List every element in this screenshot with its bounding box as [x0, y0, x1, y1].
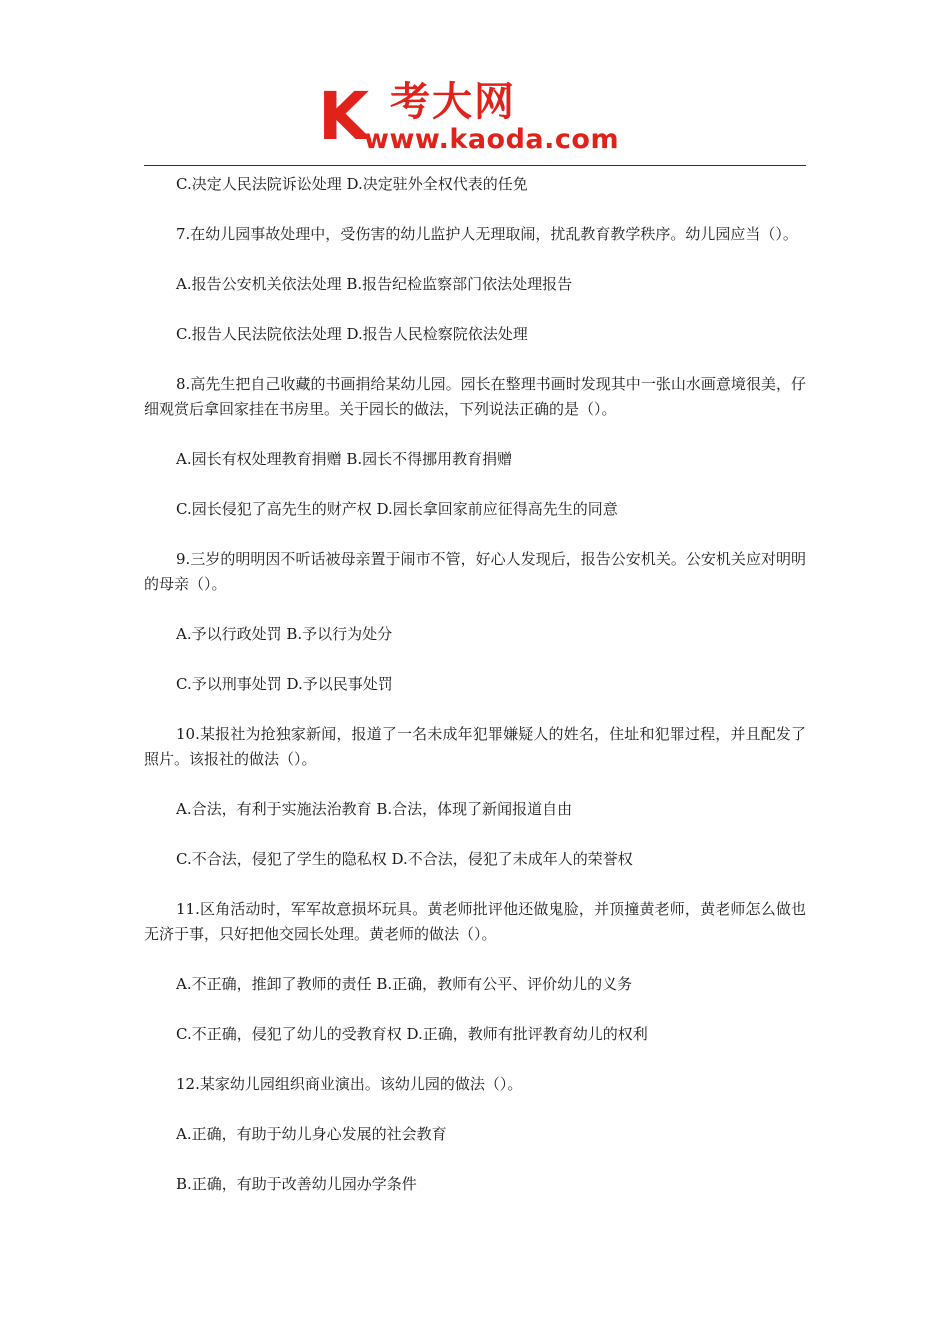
option-line: A.园长有权处理教育捐赠 B.园长不得挪用教育捐赠 [176, 450, 513, 468]
option-line: B.正确，有助于改善幼儿园办学条件 [176, 1175, 417, 1193]
option-line: C.园长侵犯了高先生的财产权 D.园长拿回家前应征得高先生的同意 [176, 500, 618, 518]
option-line: C.不合法，侵犯了学生的隐私权 D.不合法，侵犯了未成年人的荣誉权 [176, 850, 633, 868]
option-line: A.合法，有利于实施法治教育 B.合法，体现了新闻报道自由 [176, 800, 573, 818]
logo-chinese-name: 考大网 [390, 79, 516, 125]
kaoda-logo[interactable] [318, 78, 648, 160]
question-12: 12.某家幼儿园组织商业演出。该幼儿园的做法（）。 [176, 1075, 523, 1093]
option-line: C.报告人民法院依法处理 D.报告人民检察院依法处理 [176, 325, 528, 343]
logo-url: www.kaoda.com [364, 124, 620, 155]
logo-letter: K [318, 78, 370, 155]
page-header [0, 0, 950, 168]
option-line: A.予以行政处罚 B.予以行为处分 [176, 625, 393, 643]
document-body [144, 172, 806, 1197]
question-9: 9.三岁的明明因不听话被母亲置于闹市不管，好心人发现后，报告公安机关。公安机关应对明明的母亲（）。 [144, 550, 806, 593]
header-divider [144, 165, 806, 166]
option-line: A.不正确，推卸了教师的责任 B.正确，教师有公平、评价幼儿的义务 [176, 975, 633, 993]
option-line: C.决定人民法院诉讼处理 D.决定驻外全权代表的任免 [176, 175, 528, 193]
option-line: C.予以刑事处罚 D.予以民事处罚 [176, 675, 393, 693]
option-line: C.不正确，侵犯了幼儿的受教育权 D.正确，教师有批评教育幼儿的权利 [176, 1025, 648, 1043]
option-line: A.报告公安机关依法处理 B.报告纪检监察部门依法处理报告 [176, 275, 573, 293]
question-10: 10.某报社为抢独家新闻，报道了一名未成年犯罪嫌疑人的姓名，住址和犯罪过程，并且配发了照片。该报社的做法（）。 [144, 725, 806, 768]
question-11: 11.区角活动时，军军故意损坏玩具。黄老师批评他还做鬼脸，并顶撞黄老师，黄老师怎么做也无济于事，只好把他交园长处理。黄老师的做法（）。 [144, 900, 806, 943]
question-8: 8.高先生把自己收藏的书画捐给某幼儿园。园长在整理书画时发现其中一张山水画意境很美，仔细观赏后拿回家挂在书房里。关于园长的做法，下列说法正确的是（）。 [144, 375, 806, 418]
question-7: 7.在幼儿园事故处理中，受伤害的幼儿监护人无理取闹，扰乱教育教学秩序。幼儿园应当（）。 [176, 225, 798, 243]
option-line: A.正确，有助于幼儿身心发展的社会教育 [176, 1125, 447, 1143]
